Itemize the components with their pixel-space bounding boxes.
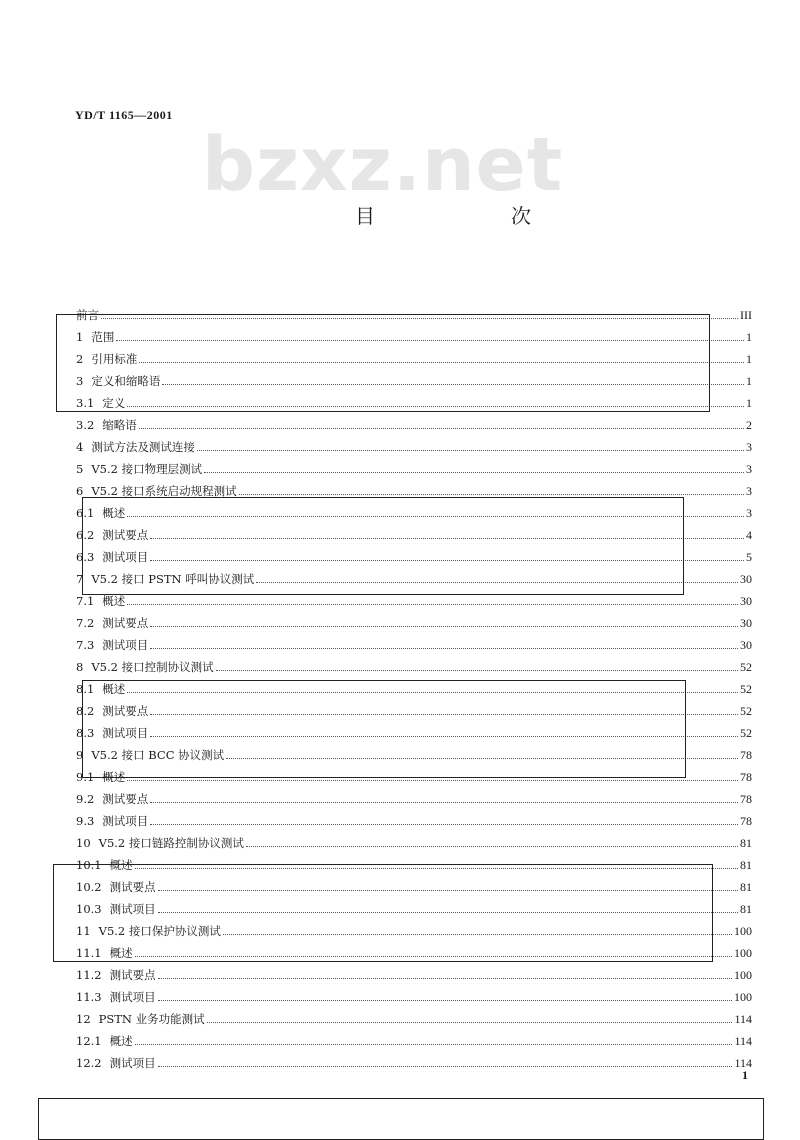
highlight-box bbox=[82, 497, 684, 595]
toc-entry-page: 52 bbox=[740, 704, 752, 718]
toc-entry-number: 7 bbox=[76, 572, 84, 586]
toc-entry-title: 定义和缩略语 bbox=[91, 374, 161, 388]
page-number: 1 bbox=[742, 1068, 748, 1082]
toc-entry-page: 100 bbox=[734, 990, 752, 1004]
toc-entry bbox=[76, 476, 752, 498]
toc-entry-number: 7.3 bbox=[76, 638, 95, 652]
toc-entry-title: 测试方法及测试连接 bbox=[91, 440, 195, 454]
toc-entry-title: 引用标准 bbox=[91, 352, 138, 366]
toc-entry-page: 100 bbox=[734, 946, 752, 960]
toc-entry-title: 测试项目 bbox=[102, 726, 149, 740]
toc-entry-title: 测试项目 bbox=[109, 990, 156, 1004]
toc-entry-title: 概述 bbox=[102, 594, 126, 608]
toc-entry-page: 78 bbox=[740, 748, 752, 762]
bottom-frame bbox=[38, 1098, 764, 1140]
toc-entry-title: 概述 bbox=[109, 946, 133, 960]
toc-entry-number: 3.1 bbox=[76, 396, 95, 410]
toc-entry-page: 5 bbox=[746, 550, 752, 564]
toc-entry-page: 3 bbox=[746, 506, 752, 520]
toc-entry-title: 缩略语 bbox=[102, 418, 137, 432]
toc-entry-page: 30 bbox=[740, 594, 752, 608]
toc-entry bbox=[76, 652, 752, 674]
toc-entry-title: V5.2 接口保护协议测试 bbox=[98, 924, 221, 938]
toc-entry bbox=[76, 828, 752, 850]
toc-entry-title: 概述 bbox=[109, 1034, 133, 1048]
toc-entry-number: 10 bbox=[76, 836, 91, 850]
toc-entry-page: 1 bbox=[746, 374, 752, 388]
toc-entry-page: 114 bbox=[734, 1012, 752, 1026]
toc-entry-number: 9 bbox=[76, 748, 84, 762]
toc-entry-page: 30 bbox=[740, 572, 752, 586]
toc-entry-number: 12 bbox=[76, 1012, 91, 1026]
toc-entry-title: 前言 bbox=[76, 308, 99, 322]
toc-entry-number: 9.1 bbox=[76, 770, 95, 784]
dot-leader bbox=[150, 648, 738, 649]
highlight-box bbox=[56, 314, 710, 412]
toc-entry-title: PSTN 业务功能测试 bbox=[98, 1012, 205, 1026]
toc-entry-page: III bbox=[740, 308, 752, 322]
toc-entry-number: 12.1 bbox=[76, 1034, 102, 1048]
dot-leader bbox=[139, 428, 744, 429]
toc-entry-page: 81 bbox=[740, 880, 752, 894]
watermark: bzxz.net bbox=[202, 122, 564, 208]
toc-entry-number: 11.2 bbox=[76, 968, 102, 982]
toc-entry bbox=[76, 1004, 752, 1026]
toc-entry-page: 81 bbox=[740, 858, 752, 872]
dot-leader bbox=[158, 978, 732, 979]
toc-entry-title: 定义 bbox=[102, 396, 126, 410]
toc-entry-title: V5.2 接口物理层测试 bbox=[91, 462, 203, 476]
toc-entry-number: 10.3 bbox=[76, 902, 102, 916]
toc-entry-page: 114 bbox=[734, 1056, 752, 1070]
toc-entry bbox=[76, 806, 752, 828]
toc-entry-title: V5.2 接口系统启动规程测试 bbox=[91, 484, 237, 498]
toc-entry bbox=[76, 608, 752, 630]
toc-entry-title: V5.2 接口链路控制协议测试 bbox=[98, 836, 244, 850]
highlight-box bbox=[53, 864, 713, 962]
toc-entry-page: 78 bbox=[740, 814, 752, 828]
toc-entry-title: 概述 bbox=[102, 770, 126, 784]
dot-leader bbox=[216, 670, 738, 671]
toc-entry bbox=[76, 784, 752, 806]
dot-leader bbox=[204, 472, 744, 473]
toc-entry-page: 52 bbox=[740, 726, 752, 740]
toc-entry-title: 测试要点 bbox=[102, 616, 149, 630]
toc-entry-title: 测试项目 bbox=[109, 1056, 156, 1070]
toc-entry-page: 78 bbox=[740, 770, 752, 784]
toc-entry-title: 概述 bbox=[102, 506, 126, 520]
toc-entry bbox=[76, 1026, 752, 1048]
toc-entry-page: 100 bbox=[734, 924, 752, 938]
dot-leader bbox=[127, 604, 738, 605]
toc-entry-number: 9.2 bbox=[76, 792, 95, 806]
toc-entry-number: 2 bbox=[76, 352, 84, 366]
toc-entry-number: 3.2 bbox=[76, 418, 95, 432]
toc-entry-page: 1 bbox=[746, 330, 752, 344]
toc-entry bbox=[76, 960, 752, 982]
dot-leader bbox=[158, 1000, 732, 1001]
toc-entry-page: 52 bbox=[740, 682, 752, 696]
toc-entry bbox=[76, 1048, 752, 1070]
toc-entry-page: 3 bbox=[746, 440, 752, 454]
toc-entry-page: 100 bbox=[734, 968, 752, 982]
toc-entry-title: V5.2 接口 BCC 协议测试 bbox=[91, 748, 225, 762]
toc-entry-number: 5 bbox=[76, 462, 84, 476]
toc-entry-page: 3 bbox=[746, 462, 752, 476]
toc-entry-title: 测试项目 bbox=[102, 814, 149, 828]
toc-entry-page: 30 bbox=[740, 616, 752, 630]
toc-entry-title: 测试要点 bbox=[109, 968, 156, 982]
highlight-box bbox=[82, 680, 686, 778]
toc-entry bbox=[76, 982, 752, 1004]
toc-entry-title: 概述 bbox=[102, 682, 126, 696]
toc-entry-title: 测试项目 bbox=[102, 550, 149, 564]
toc-entry-page: 81 bbox=[740, 836, 752, 850]
toc-entry-page: 4 bbox=[746, 528, 752, 542]
toc-entry-page: 78 bbox=[740, 792, 752, 806]
toc-entry-title: 测试要点 bbox=[102, 792, 149, 806]
dot-leader bbox=[207, 1022, 733, 1023]
toc-entry-title: 测试项目 bbox=[102, 638, 149, 652]
toc-entry-number: 7.2 bbox=[76, 616, 95, 630]
toc-entry-page: 114 bbox=[734, 1034, 752, 1048]
toc-entry-title: 测试项目 bbox=[109, 902, 156, 916]
toc-entry-number: 11.3 bbox=[76, 990, 102, 1004]
document-code: YD/T 1165—2001 bbox=[75, 108, 173, 122]
toc-entry-number: 4 bbox=[76, 440, 84, 454]
toc-entry-title: 测试要点 bbox=[102, 528, 149, 542]
toc-entry-page: 2 bbox=[746, 418, 752, 432]
toc-entry-number: 6.2 bbox=[76, 528, 95, 542]
toc-entry-title: 测试要点 bbox=[109, 880, 156, 894]
page-title: 目 次 bbox=[355, 204, 589, 228]
toc-entry-number: 8.3 bbox=[76, 726, 95, 740]
toc-entry-page: 81 bbox=[740, 902, 752, 916]
dot-leader bbox=[150, 824, 738, 825]
dot-leader bbox=[135, 1044, 733, 1045]
toc-entry-page: 1 bbox=[746, 396, 752, 410]
toc-entry-number: 11 bbox=[76, 924, 91, 938]
toc-entry-number: 7.1 bbox=[76, 594, 95, 608]
toc-entry-number: 6 bbox=[76, 484, 84, 498]
toc-entry-number: 6.3 bbox=[76, 550, 95, 564]
toc-entry-title: V5.2 接口控制协议测试 bbox=[91, 660, 214, 674]
dot-leader bbox=[246, 846, 738, 847]
toc-entry-number: 8.2 bbox=[76, 704, 95, 718]
toc-entry-number: 12.2 bbox=[76, 1056, 102, 1070]
dot-leader bbox=[150, 626, 738, 627]
toc-entry-page: 1 bbox=[746, 352, 752, 366]
toc-entry-title: 概述 bbox=[109, 858, 133, 872]
dot-leader bbox=[197, 450, 744, 451]
toc-entry-number: 8.1 bbox=[76, 682, 95, 696]
dot-leader bbox=[127, 780, 738, 781]
toc-entry bbox=[76, 410, 752, 432]
toc-entry-number: 3 bbox=[76, 374, 84, 388]
toc-entry-page: 3 bbox=[746, 484, 752, 498]
toc-entry bbox=[76, 454, 752, 476]
toc-entry bbox=[76, 630, 752, 652]
toc-entry-title: 测试要点 bbox=[102, 704, 149, 718]
dot-leader bbox=[158, 1066, 733, 1067]
toc-entry-number: 10.1 bbox=[76, 858, 102, 872]
toc-entry bbox=[76, 432, 752, 454]
toc-entry-number: 11.1 bbox=[76, 946, 102, 960]
toc-entry-number: 10.2 bbox=[76, 880, 102, 894]
dot-leader bbox=[239, 494, 744, 495]
toc-entry-number: 6.1 bbox=[76, 506, 95, 520]
toc-entry-number: 8 bbox=[76, 660, 84, 674]
toc-entry-title: 范围 bbox=[91, 330, 115, 344]
toc-entry-number: 1 bbox=[76, 330, 84, 344]
toc-entry-page: 52 bbox=[740, 660, 752, 674]
toc-entry-title: V5.2 接口 PSTN 呼叫协议测试 bbox=[91, 572, 255, 586]
toc-entry-number: 9.3 bbox=[76, 814, 95, 828]
dot-leader bbox=[150, 802, 738, 803]
toc-entry-page: 30 bbox=[740, 638, 752, 652]
